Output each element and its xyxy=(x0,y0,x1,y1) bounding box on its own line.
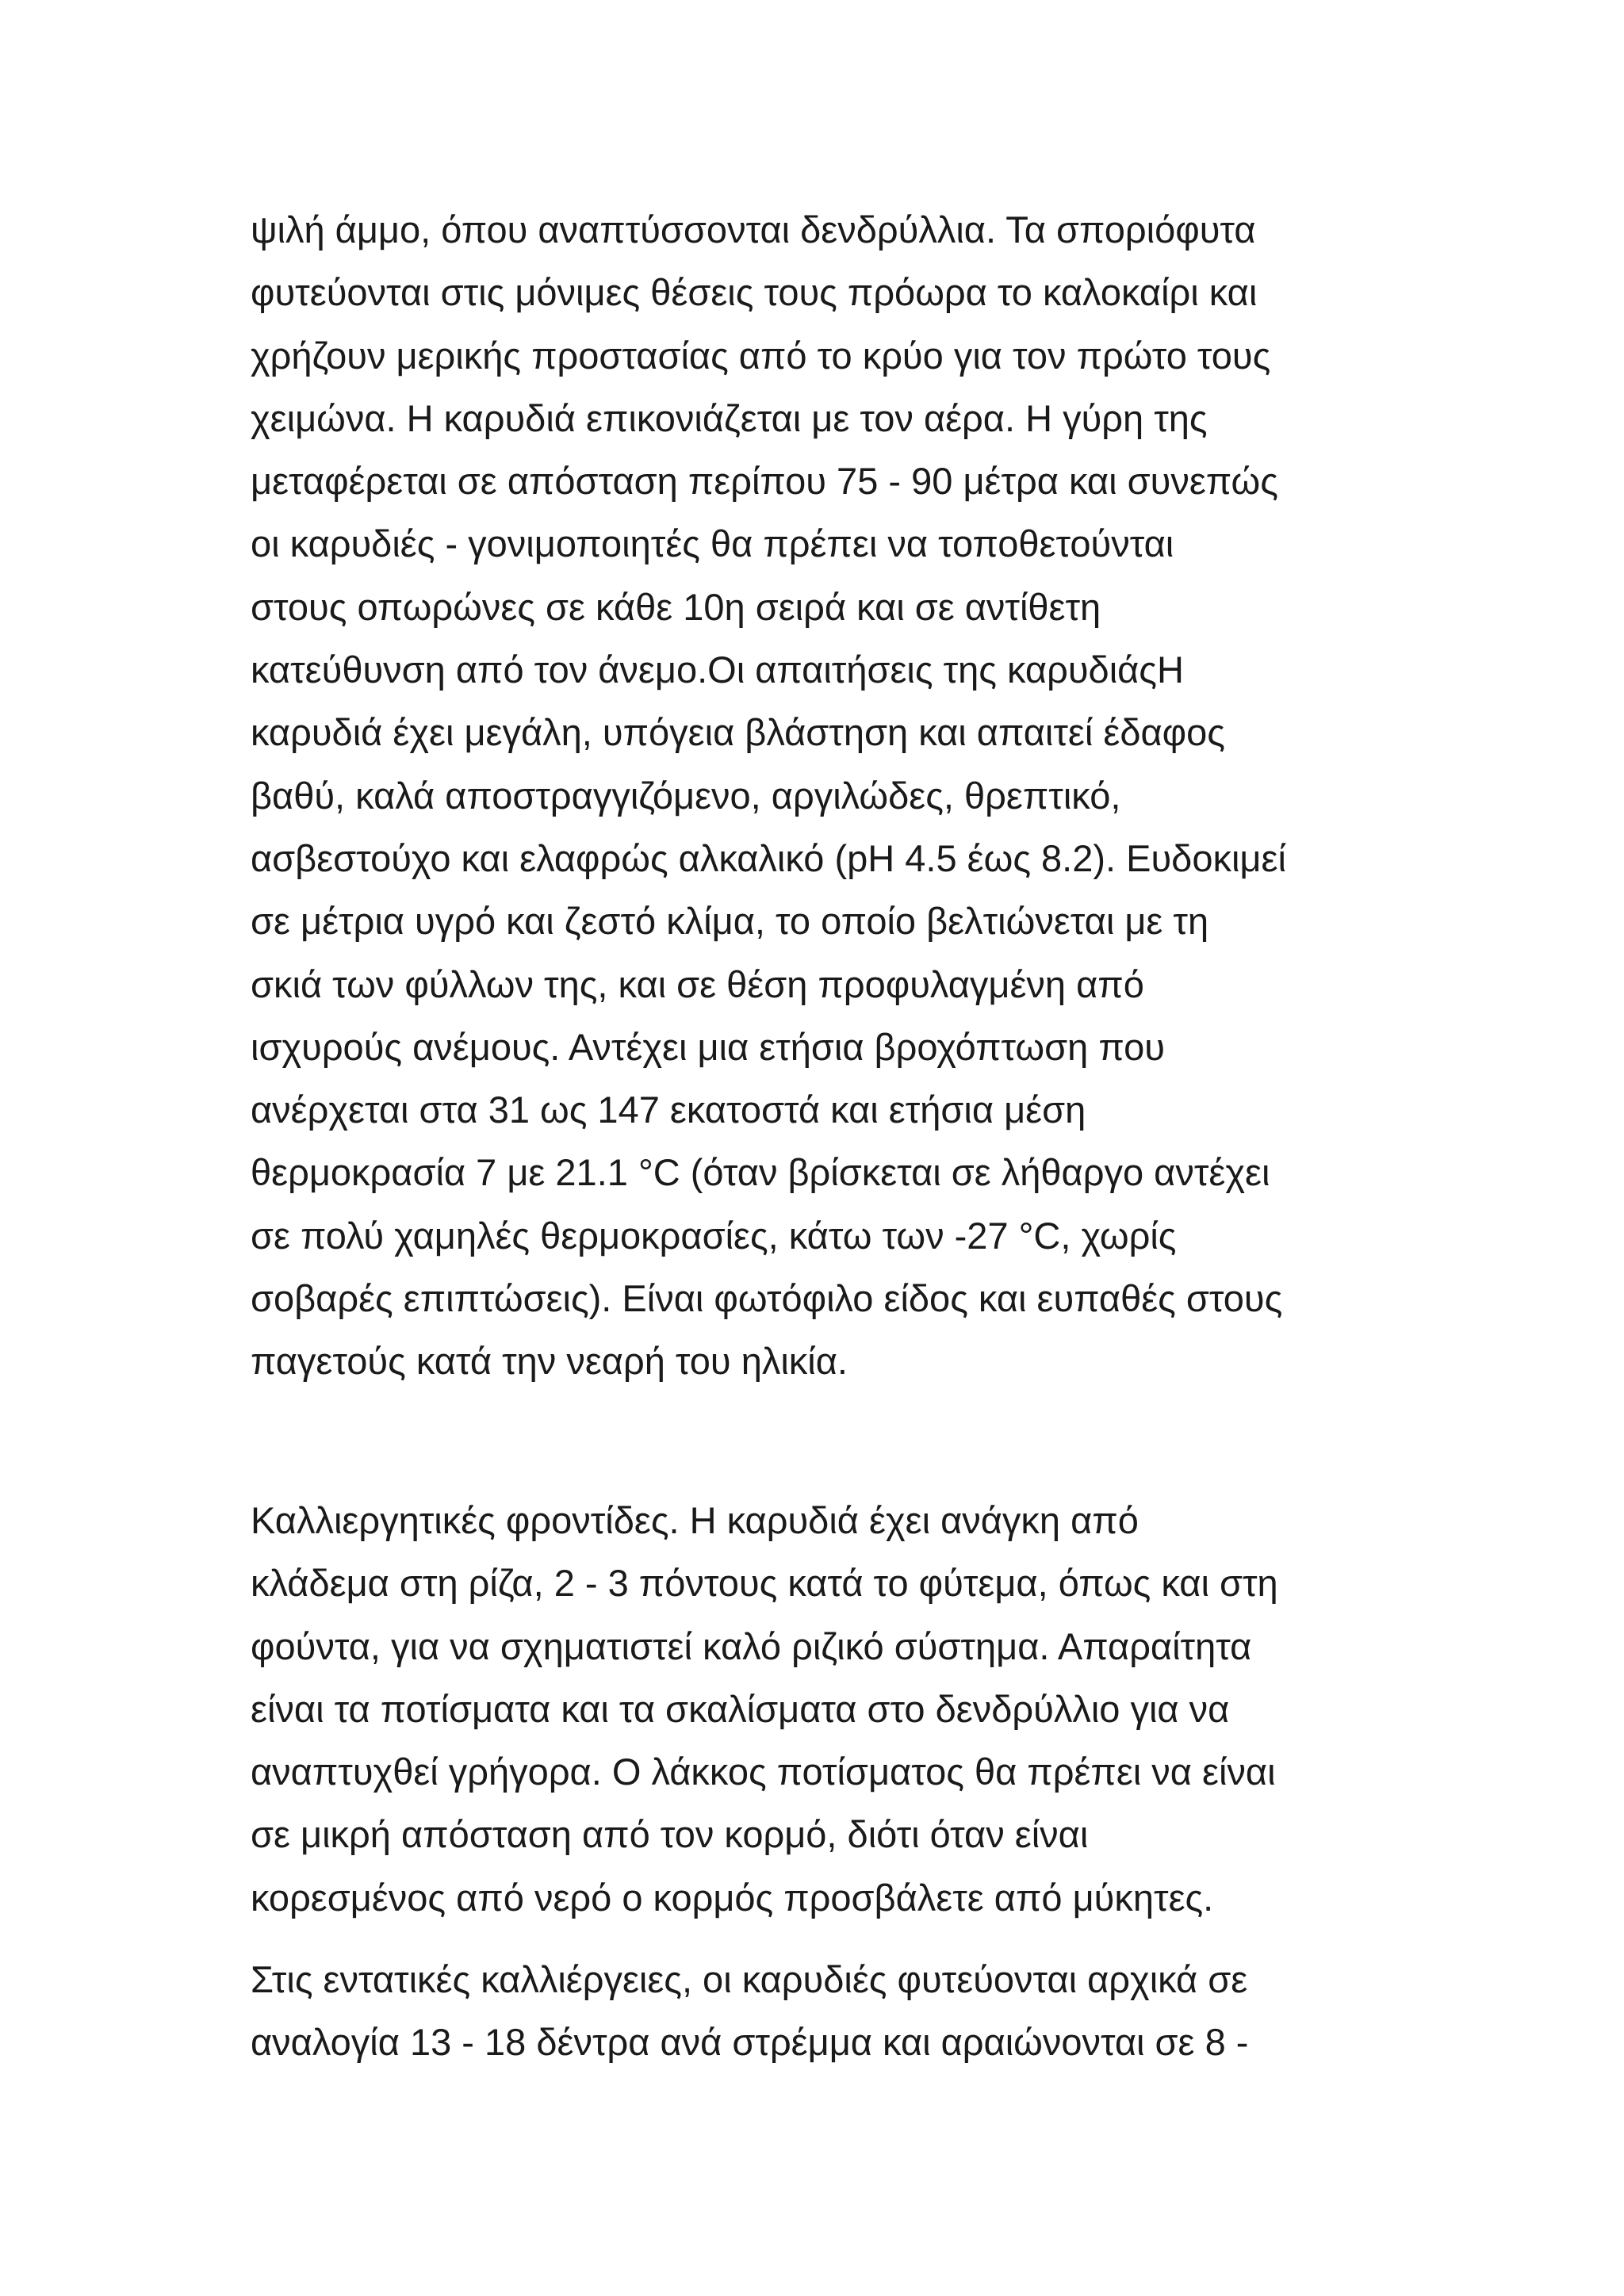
text-line: μεταφέρεται σε απόσταση περίπου 75 - 90 μέτρα και συνεπώς xyxy=(251,460,1278,503)
text-line: σε μέτρια υγρό και ζεστό κλίμα, το οποίο βελτιώνεται με τη xyxy=(251,900,1209,943)
text-line: είναι τα ποτίσματα και τα σκαλίσματα στο δενδρύλλιο για να xyxy=(251,1687,1230,1730)
text-line: κορεσμένος από νερό ο κορμός προσβάλετε από μύκητες. xyxy=(251,1876,1214,1919)
text-line: κλάδεμα στη ρίζα, 2 - 3 πόντους κατά το φύτεμα, όπως και στη xyxy=(251,1562,1278,1605)
text-line: στους οπωρώνες σε κάθε 10η σειρά και σε αντίθετη xyxy=(251,585,1101,628)
text-line: φυτεύονται στις μόνιμες θέσεις τους πρόωρα το καλοκαίρι και xyxy=(251,271,1258,314)
text-line: ισχυρούς ανέμους. Αντέχει μια ετήσια βροχόπτωση που xyxy=(251,1025,1165,1068)
text-line: σοβαρές επιπτώσεις). Είναι φωτόφιλο είδος και ευπαθές στους xyxy=(251,1277,1283,1320)
text-line: σε μικρή απόσταση από τον κορμό, διότι όταν είναι xyxy=(251,1813,1089,1856)
paragraph-walnut-requirements xyxy=(251,198,1408,1393)
text-line: αναλογία 13 - 18 δέντρα ανά στρέμμα και αραιώνονται σε 8 - xyxy=(251,2021,1249,2064)
text-line: παγετούς κατά την νεαρή του ηλικία. xyxy=(251,1340,848,1383)
text-line: θερμοκρασία 7 με 21.1 °C (όταν βρίσκεται σε λήθαργο αντέχει xyxy=(251,1151,1270,1194)
text-line: κατεύθυνση από τον άνεμο.Οι απαιτήσεις της καρυδιάςΗ xyxy=(251,649,1184,691)
text-line: χειμώνα. Η καρυδιά επικονιάζεται με τον αέρα. Η γύρη της xyxy=(251,396,1208,439)
text-line: αναπτυχθεί γρήγορα. Ο λάκκος ποτίσματος θα πρέπει να είναι xyxy=(251,1751,1276,1793)
paragraph-intensive-cultivation xyxy=(251,1948,1408,2074)
text-line: Καλλιεργητικές φροντίδες. Η καρυδιά έχει ανάγκη από xyxy=(251,1499,1139,1541)
text-line: φούντα, για να σχηματιστεί καλό ριζικό σύστημα. Απαραίτητα xyxy=(251,1624,1252,1667)
text-line: ψιλή άμμο, όπου αναπτύσσονται δενδρύλλια. Τα σποριόφυτα xyxy=(251,209,1256,251)
text-line: βαθύ, καλά αποστραγγιζόμενο, αργιλώδες, θρεπτικό, xyxy=(251,774,1121,817)
text-line: καρυδιά έχει μεγάλη, υπόγεια βλάστηση και απαιτεί έδαφος xyxy=(251,711,1225,754)
text-line: σε πολύ χαμηλές θερμοκρασίες, κάτω των -27 °C, χωρίς xyxy=(251,1214,1177,1257)
paragraph-cultivation-care xyxy=(251,1489,1408,1929)
text-line: χρήζουν μερικής προστασίας από το κρύο για τον πρώτο τους xyxy=(251,334,1271,377)
text-line: ανέρχεται στα 31 ως 147 εκατοστά και ετήσια μέση xyxy=(251,1089,1086,1131)
text-line: Στις εντατικές καλλιέργειες, οι καρυδιές φυτεύονται αρχικά σε xyxy=(251,1958,1248,2000)
text-line: οι καρυδιές - γονιμοποιητές θα πρέπει να τοποθετούνται xyxy=(251,522,1174,565)
text-line: ασβεστούχο και ελαφρώς αλκαλικό (pH 4.5 έως 8.2). Ευδοκιμεί xyxy=(251,836,1286,879)
text-line: σκιά των φύλλων της, και σε θέση προφυλαγμένη από xyxy=(251,962,1144,1005)
